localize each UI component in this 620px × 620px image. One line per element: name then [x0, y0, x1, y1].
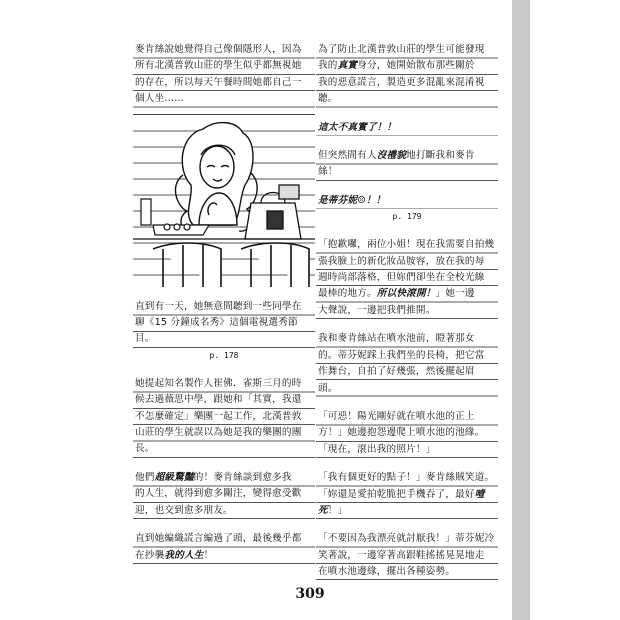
right-paragraph-8: 「我有個更好的點子！」麥肯絲賊笑道。 「妳還是愛拍乾脆把手機吞了，最好噎 死！」 — [316, 470, 498, 519]
illustration-girl-at-lunch-table — [133, 114, 315, 287]
girl-drawing — [133, 115, 315, 287]
right-column — [316, 42, 498, 581]
handwritten-emphasis: 我的人生 — [164, 549, 204, 561]
handwritten-emphasis: 真實 — [337, 60, 358, 72]
right-paragraph-1: 為了防止北漢普敦山莊的學生可能發現 我的真實身分，她開始散布那些關於 我的惡意謊言，製造更多混亂來混淆視 聽。 — [316, 42, 498, 108]
handwritten-emphasis: 噎 死 — [318, 488, 485, 516]
page-reference-note: p. 179 — [392, 212, 422, 222]
left-paragraph-4: 他們超級驚豔的！麥肯絲談到愈多我 的人生，就得到愈多關注，變得愈受歡 迎，也交到愈多朋友。 — [133, 470, 315, 519]
right-paragraph-3: 但突然間有人沒禮貌地打斷我和麥肯 絲！ — [316, 148, 498, 181]
left-column — [133, 42, 315, 564]
handwritten-emphasis: 超級驚豔 — [154, 471, 194, 483]
page-number: 309 — [295, 586, 325, 602]
right-paragraph-6: 我和麥肯絲站在噴水池前，瞪著那女 的。蒂芬妮踩上我們坐的長椅，把它當 作舞台，自拍了好幾張，然後擺起眉 頭。 — [316, 331, 498, 397]
left-paragraph-1: 麥肯絲說她覺得自己像個隱形人，因為 所有北漢普敦山莊的學生似乎都無視她 的存在，所以每天午餐時間她都自己一 個人坐…… — [133, 42, 315, 108]
handwritten-emphasis: 所以快滾開！ — [376, 288, 436, 300]
right-paragraph-4: 是蒂芬妮☹！！ — [316, 193, 498, 209]
right-paragraph-5: 「抱歉囉，兩位小姐！現在我需要自拍幾 張我臉上的新化妝品胺容，放在我的每 週時尚部落格，但妳們卻坐在全校光線 最棒的地方。所以快滾開！」她一邊 大聲說，一邊把我們推開。 — [316, 237, 498, 319]
right-paragraph-9: 「不要因為我漂亮就討厭我！」蒂芬妮冷 笑著說，一邊穿著高跟鞋搖搖晃晃地走 在噴水池邊緣，擺出各種姿勢。 — [316, 531, 498, 580]
left-paragraph-5: 直到她編織謊言編過了頭，最後幾乎都 在抄襲我的人生！ — [133, 531, 315, 564]
handwritten-emphasis: 沒禮貌 — [376, 150, 407, 162]
page-reference-note: p. 178 — [209, 350, 239, 360]
right-paragraph-2: 這太不真實了！！ — [316, 120, 498, 136]
left-paragraph-3: 她提起知名製作人崔佛．雀斯三月的時 候去過薇思中學，跟她和「其實，我還 不怎麼確定」樂團一起工作，北漢普敦 山莊的學生就誤以為她是我的樂團的團 長。 — [133, 376, 315, 458]
page-edge-strip — [512, 0, 530, 620]
left-paragraph-2: 直到有一天，她無意間聽到一些同學在 聊《15 分鐘成名秀》這個電視選秀節 目。 — [133, 299, 315, 348]
right-paragraph-7: 「可惡！陽光剛好就在噴水池的正上 方！」她邊抱怨邊爬上噴水池的池緣。 「現在，滾出我的照片！」 — [316, 409, 498, 458]
